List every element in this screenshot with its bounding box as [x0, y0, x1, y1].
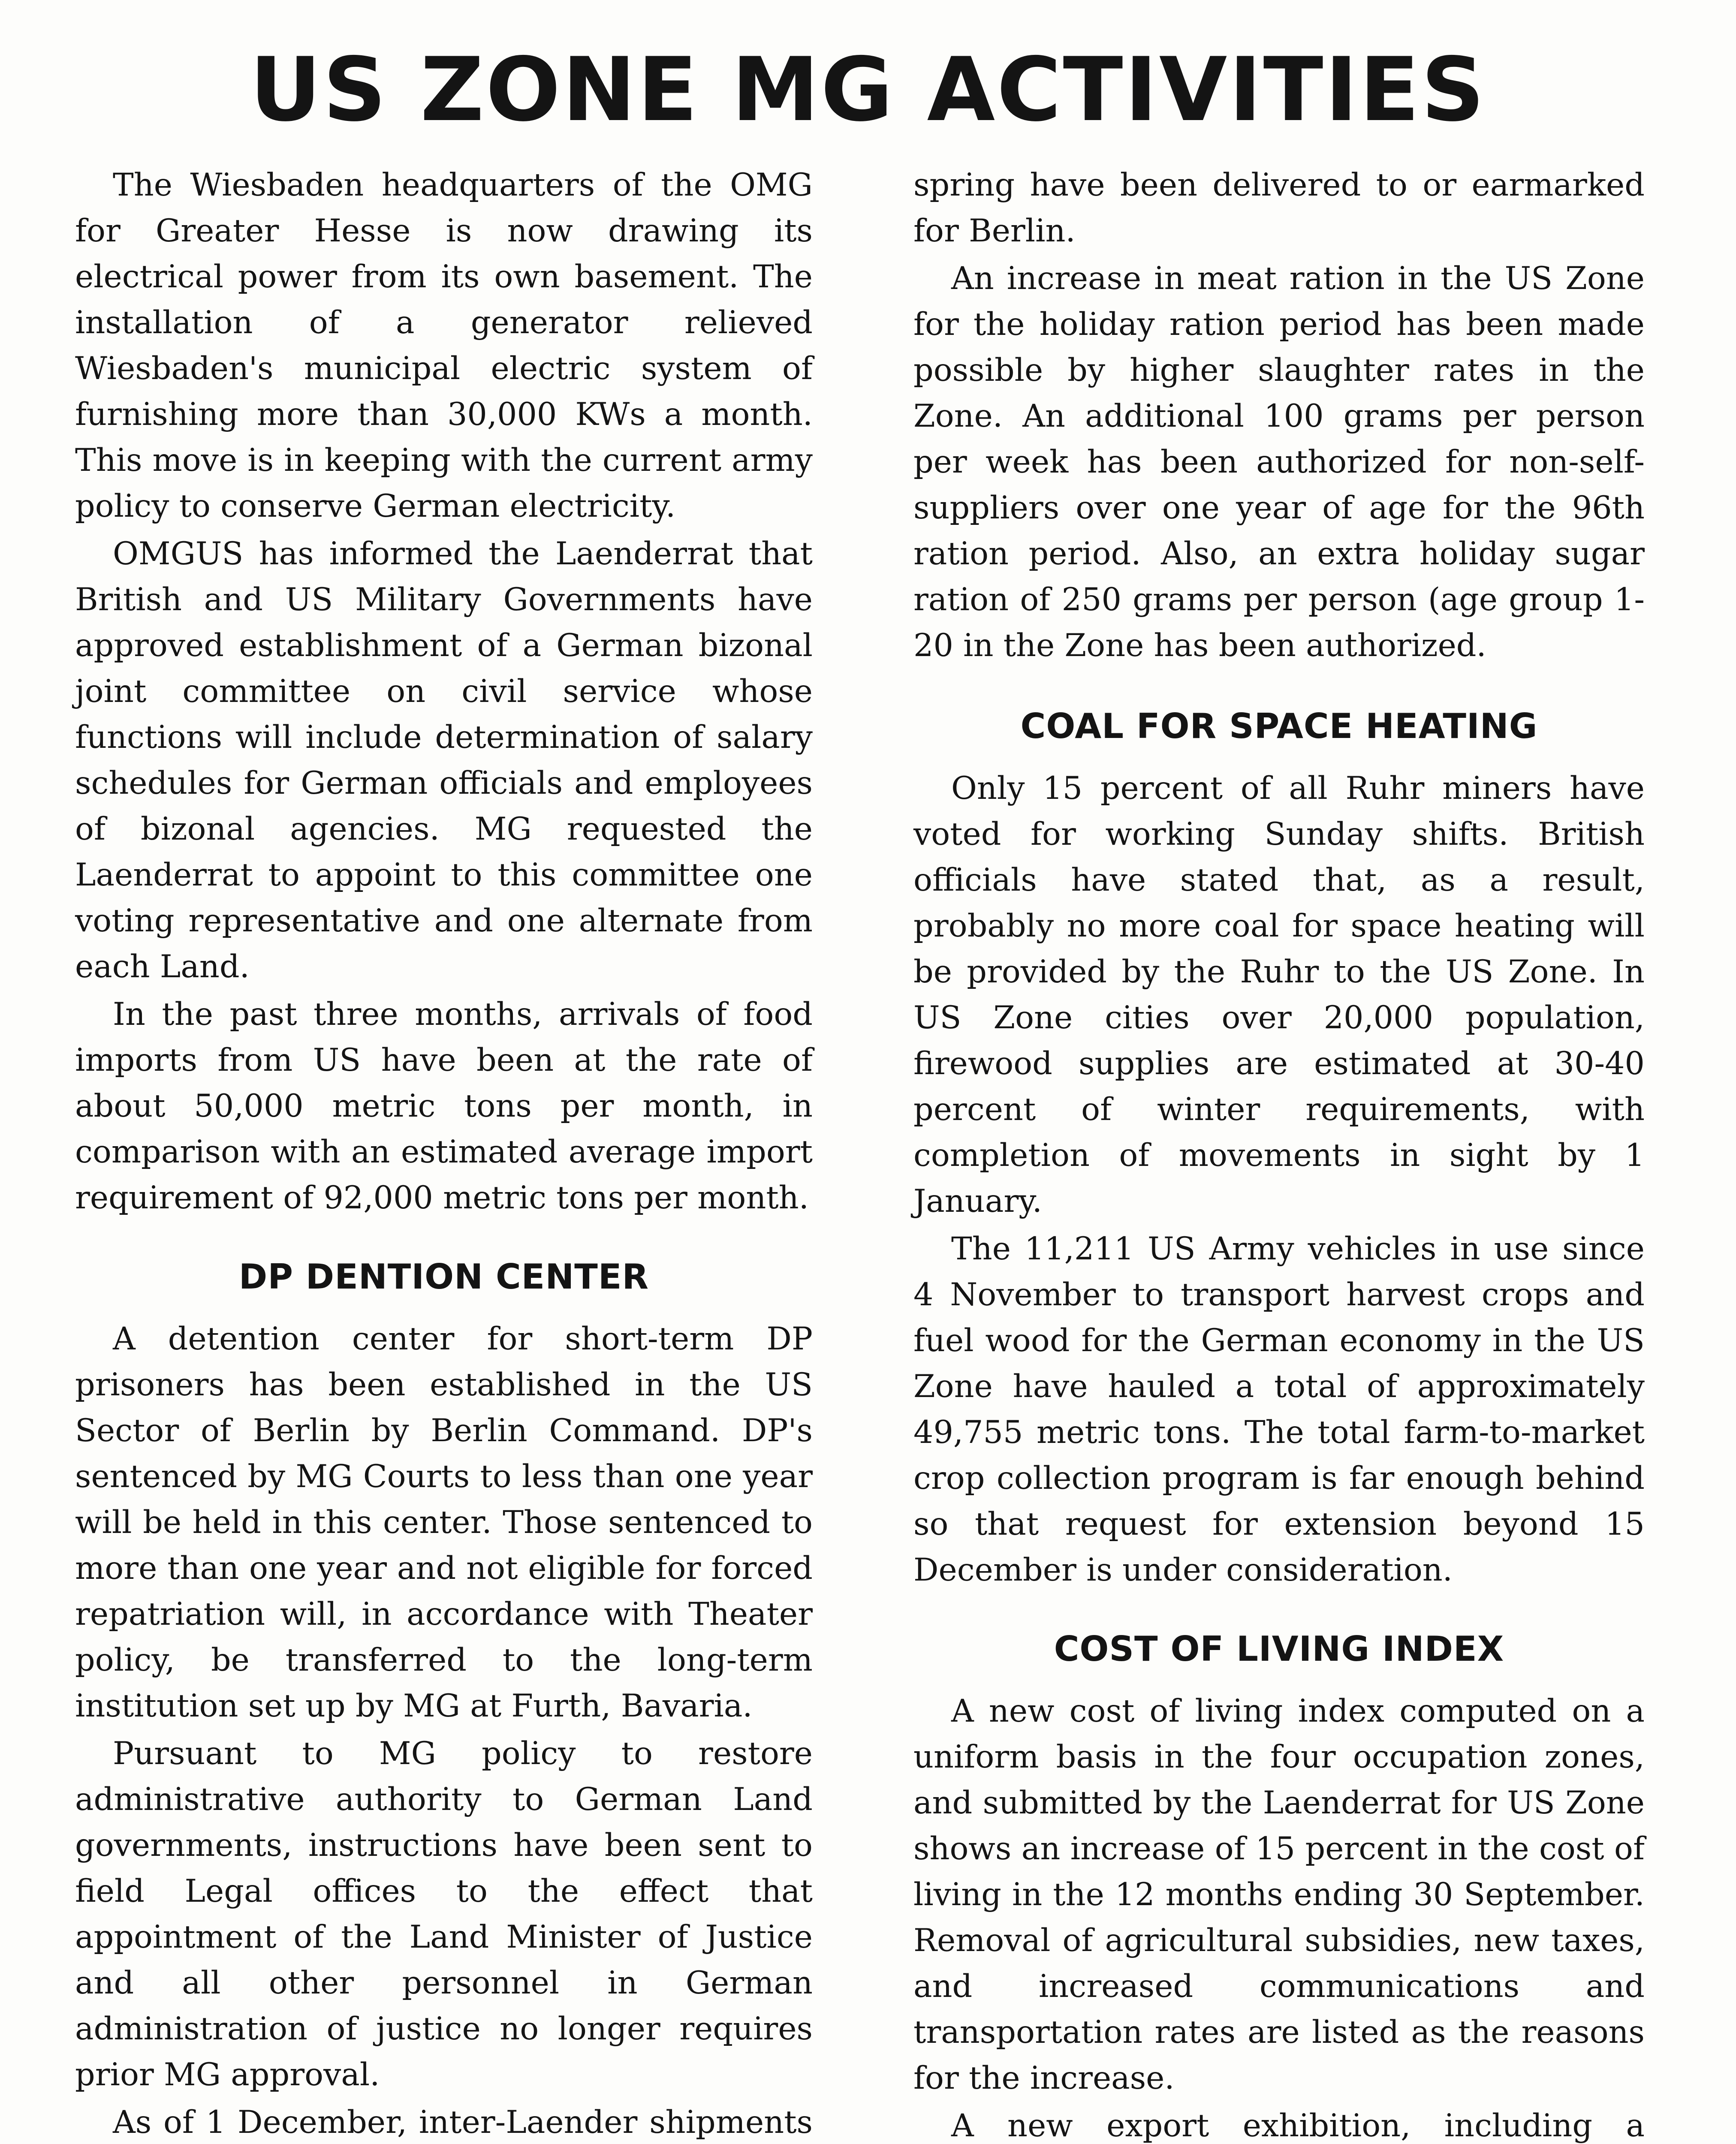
- paragraph: A new cost of living index computed on a uniform basis in the four occupation zones, and submitted by the Laenderrat for US Zone shows an increase of 15 percent in the cost of living in the 12 months ending 30 September. Removal of agricultural subsidies, new taxes, and increased communications and transportation rates are listed as the reasons for the increase.: [913, 1693, 1645, 2096]
- paragraph: A new export exhibition, including a: [951, 2108, 1645, 2144]
- page-title: US ZONE MG ACTIVITIES: [250, 39, 1486, 141]
- right-column: [913, 162, 1645, 2144]
- paragraph: In the past three months, arrivals of food imports from US have been at the rate of about 50,000 metric tons per month, in comparison with an estimated average import requirement of 92,000 metric tons per month.: [75, 996, 813, 1216]
- paragraph: The Wiesbaden headquarters of the OMG for Greater Hesse is now drawing its electrical power from its own basement. The installation of a generator relieved Wiesbaden's municipal electric system of furnishing more than 30,000 KWs a month. This move is in keeping with the current army policy to conserve German electricity.: [75, 167, 813, 524]
- left-column: [75, 162, 813, 2144]
- paragraph: A detention center for short-term DP prisoners has been established in the US Sector of Berlin by Berlin Command. DP's sentenced by MG Courts to less than one year will be held in this center. Those sentenced to more than one year and not eligible for forced repatriation will, in accordance with Theater policy, be transferred to the long-term institution set up by MG at Furth, Bavaria.: [75, 1321, 813, 1724]
- section-heading: COAL FOR SPACE HEATING: [1020, 706, 1538, 746]
- paragraph: Only 15 percent of all Ruhr miners have voted for working Sunday shifts. British officials have stated that, as a result, probably no more coal for space heating will be provided by the Ruhr to the US Zone. In US Zone cities over 20,000 population, firewood supplies are estimated at 30-40 percent of winter requirements, with completion of movements in sight by 1 January.: [913, 770, 1645, 1220]
- paragraph: An increase in meat ration in the US Zone for the holiday ration period has been made possible by higher slaughter rates in the Zone. An additional 100 grams per person per week has been authorized for non-self-suppliers over one year of age for the 96th ration period. Also, an extra holiday sugar ration of 250 grams per person (age group 1-20 in the Zone has been authorized.: [913, 260, 1645, 664]
- paragraph: OMGUS has informed the Laenderrat that British and US Military Governments have approved establishment of a German bizonal joint committee on civil service whose functions will include determination of salary schedules for German officials and employees of bizonal agencies. MG requested the Laenderrat to appoint to this committee one voting representative and one alternate from each Land.: [75, 536, 813, 985]
- paragraph: The 11,211 US Army vehicles in use since 4 November to transport harvest crops and fuel wood for the German economy in the US Zone have hauled a total of approximately 49,755 metric tons. The total farm-to-market crop collection program is far enough behind so that request for extension beyond 15 December is under consideration.: [913, 1231, 1645, 1588]
- paragraph: As of 1 December, inter-Laender shipments: [113, 2104, 813, 2141]
- paragraph: Pursuant to MG policy to restore administrative authority to German Land governments, instructions have been sent to field Legal offices to the effect that appointment of the Land Minister of Justice and all other personnel in German administration of justice no longer requires prior MG approval.: [75, 1735, 813, 2093]
- paragraph: spring have been delivered to or earmarked for Berlin.: [913, 167, 1645, 249]
- section-heading: DP DENTION CENTER: [238, 1257, 649, 1297]
- section-heading: COST OF LIVING INDEX: [1054, 1629, 1504, 1669]
